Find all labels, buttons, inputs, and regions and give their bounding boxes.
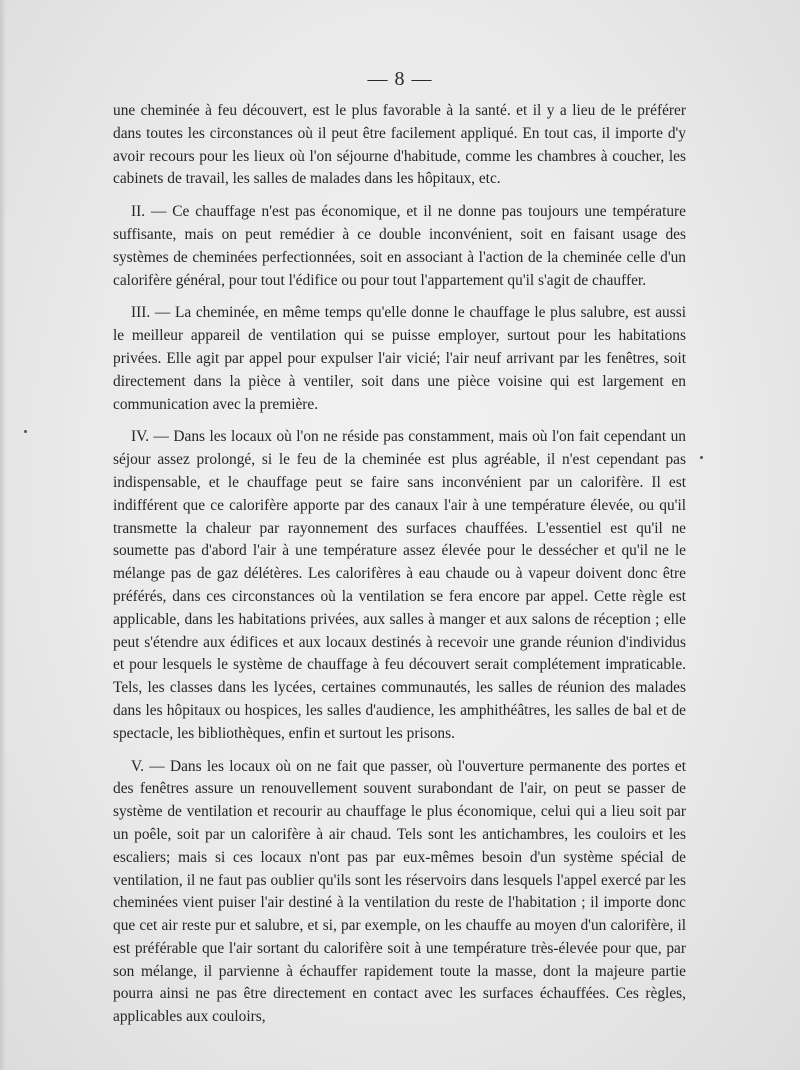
paragraph-section-5: V. — Dans les locaux où on ne fait que passer, où l'ouverture permanente des portes et des fenêtres assure un renouvellement souvent surabondant de l'air, on peut se passer de système de ventilation et recourir au chauffage le plus économique, celui qui a lieu soit par un poêle, soit par un calorifère à air chaud. Tels sont les antichambres, les couloirs et les escaliers; mais si ces locaux n'ont pas par eux-mêmes besoin d'un système spécial de ventilation, il ne faut pas oublier qu'ils sont les réservoirs dans lesquels l'appel exercé par les cheminées vient puiser l'air destiné à la ventilation du reste de l'habitation ; il importe donc que cet air reste pur et salubre, et si, par exemple, on les chauffe au moyen d'un calorifère, il est préférable que l'air sortant du calorifère soit à une température très-élevée pour que, par son mélange, il parvienne à échauffer rapidement toute la masse, dont la majeure partie pourra ainsi ne pas être directement en contact avec les surfaces échauffées. Ces règles, applicables aux couloirs, (113, 757, 686, 1026)
margin-speck (700, 456, 703, 459)
margin-speck (24, 430, 27, 433)
paragraph-section-2: II. — Ce chauffage n'est pas économique, et il ne donne pas toujours une température suffisante, mais on peut remédier à ce double inconvénient, soit en faisant usage des systèmes de cheminées perfectionnées, soit en associant à l'action de la cheminée celle d'un calorifère général, pour tout l'édifice ou pour tout l'appartement qu'il s'agit de chauffer. (113, 203, 686, 289)
paragraph-section-3: III. — La cheminée, en même temps qu'elle donne le chauffage le plus salubre, est aussi le meilleur appareil de ventilation qui se puisse employer, surtout pour les habitations privées. Elle agit par appel pour expulser l'air vicié; l'air neuf arrivant par les fenêtres, soit directement dans la pièce à ventiler, soit dans une pièce voisine qui est largement en communication avec la première. (113, 304, 686, 413)
paragraph-continuation: une cheminée à feu découvert, est le plus favorable à la santé. et il y a lieu de le préférer dans toutes les circonstances où il peut être facilement appliqué. En tout cas, il importe d'y avoir recours pour les lieux où l'on séjourne d'habitude, comme les chambres à coucher, les cabinets de travail, les salles de malades dans les hôpitaux, etc. (113, 102, 686, 188)
page-edge-shadow (0, 0, 6, 1070)
paragraph-section-4: IV. — Dans les locaux où l'on ne réside pas constamment, mais où l'on fait cependant un séjour assez prolongé, si le feu de la cheminée est plus agréable, il n'est cependant pas indispensable, et le chauffage peut se faire sans inconvénient par un calorifère. Il est indifférent que ce calorifère apporte par des canaux l'air à une température élevée, ou qu'il transmette la chaleur par rayonnement des surfaces chauffées. L'essentiel est qu'il ne soumette pas d'abord l'air à une température assez élevée pour le dessécher et qu'il ne le mélange pas de gaz délétères. Les calorifères à eau chaude ou à vapeur doivent donc être préférés, dans ces circonstances où la ventilation se fera encore par appel. Cette règle est applicable, dans les habitations privées, aux salles à manger et aux salons de réception ; elle peut s'étendre aux édifices et aux locaux destinés à recevoir une grande réunion d'individus et pour lesquels le système de chauffage à feu découvert serait complétement impraticable. Tels, les classes dans les lycées, certaines communautés, les salles de réunion des malades dans les hôpitaux ou hospices, les salles d'audience, les amphithéâtres, les salles de bal et de spectacle, les bibliothèques, enfin et surtout les prisons. (113, 428, 686, 742)
page-number: — 8 — (367, 68, 433, 90)
body-text (113, 100, 686, 1029)
